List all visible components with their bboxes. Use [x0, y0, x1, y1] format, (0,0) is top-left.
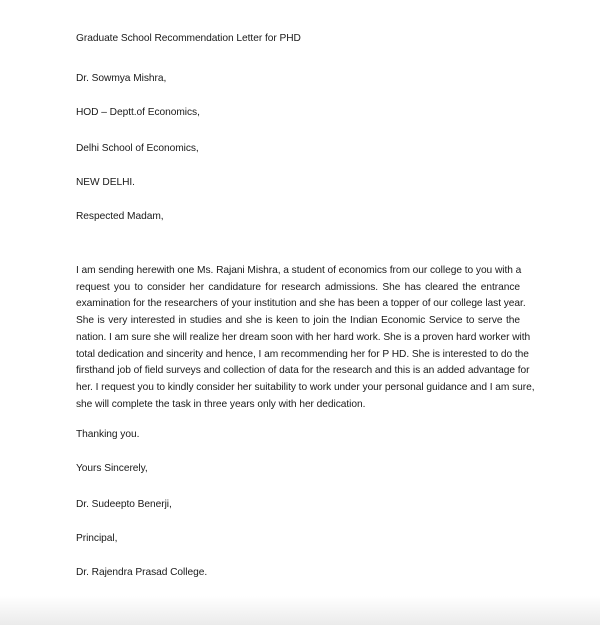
thanks-line: Thanking you.	[76, 429, 140, 440]
body-line: firsthand job of field surveys and collection of data for the research and this is an added advantage for	[76, 365, 530, 377]
body-line: examination for the researchers of your institution and she has been a topper of our college last year.	[76, 298, 526, 310]
body-line: her. I request you to kindly consider her suitability to work under your personal guidance and I am sure,	[76, 381, 535, 393]
recipient-name: Dr. Sowmya Mishra,	[76, 73, 167, 84]
signer-organization: Dr. Rajendra Prasad College.	[76, 567, 208, 578]
body-line: she will complete the task in three years only with her dedication.	[76, 398, 366, 410]
letter-body	[76, 263, 535, 413]
body-line: request you to consider her candidature for research admissions. She has cleared the entrance	[76, 281, 520, 293]
body-line: nation. I am sure she will realize her dream soon with her hard work. She is a proven hard worker with	[76, 331, 531, 343]
recipient-city: NEW DELHI.	[76, 177, 135, 188]
signer-position: Principal,	[76, 533, 118, 544]
recipient-organization: Delhi School of Economics,	[76, 143, 199, 154]
body-line: total dedication and sincerity and hence, I am recommending her for P HD. She is interested to do the	[76, 348, 529, 360]
body-line: She is very interested in studies and she is keen to join the Indian Economic Service to serve the	[76, 315, 520, 327]
recipient-position: HOD – Deptt.of Economics,	[76, 107, 200, 118]
page-bottom-edge	[0, 596, 600, 625]
body-line: I am sending herewith one Ms. Rajani Mishra, a student of economics from our college to you with a	[76, 265, 522, 276]
letter-title: Graduate School Recommendation Letter for PHD	[76, 33, 301, 44]
closing-line: Yours Sincerely,	[76, 463, 148, 474]
salutation: Respected Madam,	[76, 211, 164, 222]
signer-name: Dr. Sudeepto Benerji,	[76, 499, 172, 510]
